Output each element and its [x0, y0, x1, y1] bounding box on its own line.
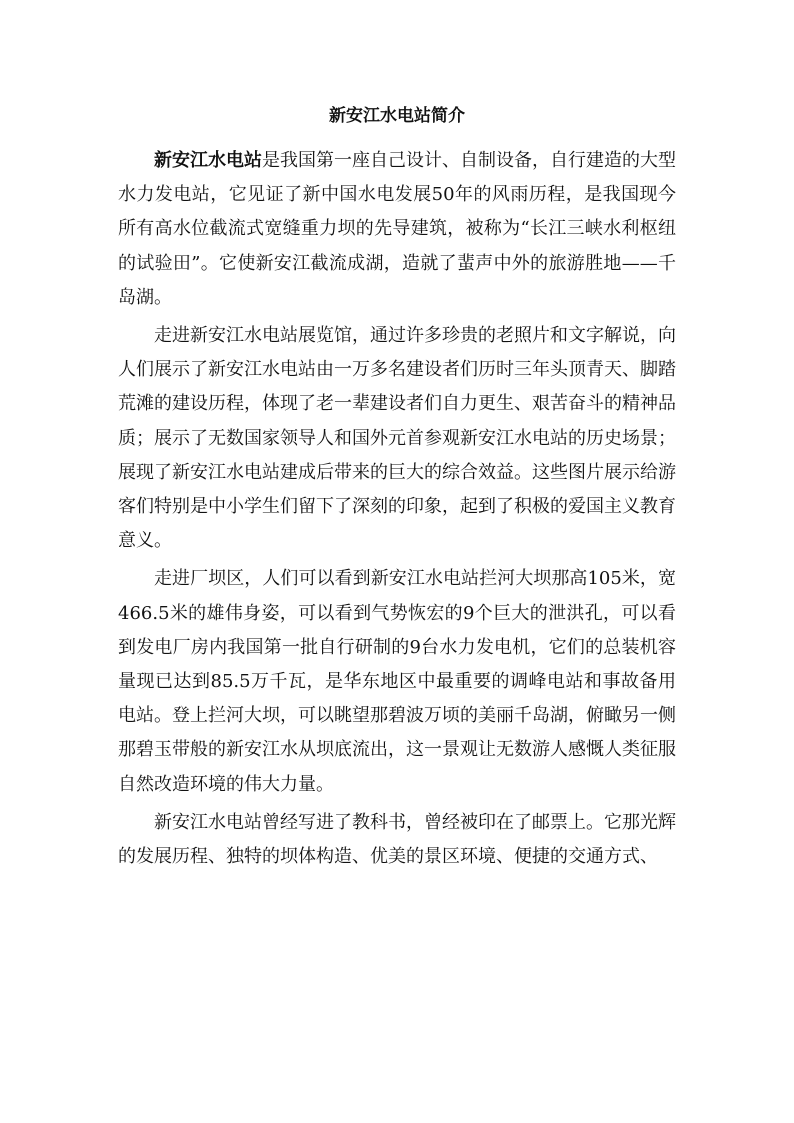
paragraph-intro — [118, 144, 676, 315]
paragraph-exhibition: 走进新安江水电站展览馆，通过许多珍贵的老照片和文字解说，向人们展示了新安江水电站由一万多名建设者们历时三年头顶青天、脚踏荒滩的建设历程，体现了老一辈建设者们自力更生、艰苦奋斗的精神品质；展示了无数国家领导人和国外元首参观新安江水电站的历史场景；展现了新安江水电站建成后带来的巨大的综合效益。这些图片展示给游客们特别是中小学生们留下了深刻的印象，起到了积极的爱国主义教育意义。 — [118, 325, 676, 552]
paragraph-intro-text: 是我国第一座自己设计、自制设备，自行建造的大型水力发电站，它见证了新中国水电发展50年的风雨历程，是我国现今所有高水位截流式宽缝重力坝的先导建筑，被称为“长江三峡水利枢纽的试验田”。它使新安江截流成湖，造就了蜚声中外的旅游胜地——千岛湖。 — [118, 150, 676, 308]
paragraph-history-fame: 新安江水电站曾经写进了教科书，曾经被印在了邮票上。它那光辉的发展历程、独特的坝体构造、优美的景区环境、便捷的交通方式、 — [118, 811, 676, 868]
paragraph-dam-area: 走进厂坝区，人们可以看到新安江水电站拦河大坝那高105米，宽466.5米的雄伟身姿，可以看到气势恢宏的9个巨大的泄洪孔，可以看到发电厂房内我国第一批自行研制的9台水力发电机，它们的总装机容量现已达到85.5万千瓦，是华东地区中最重要的调峰电站和事故备用电站。登上拦河大坝，可以眺望那碧波万顷的美丽千岛湖，俯瞰另一侧那碧玉带般的新安江水从坝底流出，这一景观让无数游人感慨人类征服自然改造环境的伟大力量。 — [118, 568, 676, 795]
paragraph-intro-lead: 新安江水电站 — [154, 150, 262, 171]
document-body — [118, 144, 676, 878]
document-title: 新安江水电站简介 — [329, 106, 465, 126]
